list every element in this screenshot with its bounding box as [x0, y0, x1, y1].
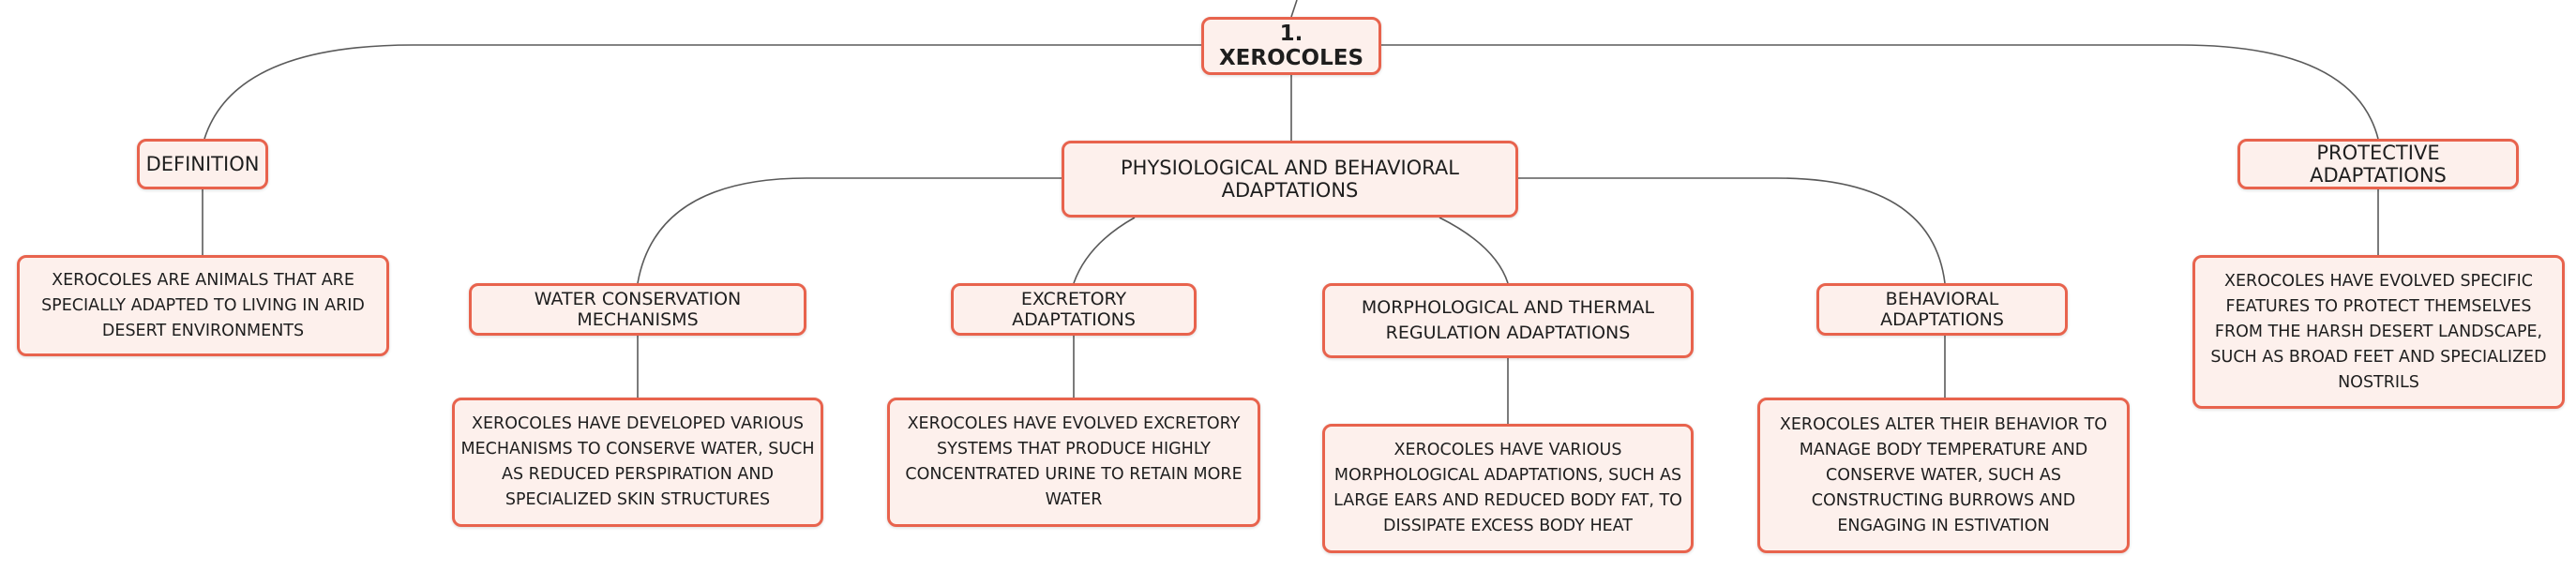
protective-node-label: PROTECTIVE ADAPTATIONS [2310, 142, 2447, 187]
morphological-label: MORPHOLOGICAL AND THERMAL REGULATION ADAPTATIONS [1361, 297, 1655, 343]
definition-detail-node[interactable] [17, 255, 389, 356]
connector-phys-to-behavioral [1517, 178, 1945, 283]
water-conservation-detail-text: XEROCOLES HAVE DEVELOPED VARIOUS MECHANISMS TO CONSERVE WATER, SUCH AS REDUCED PERSPIRATION AND SPECIALIZED SKIN STRUCTURES [460, 414, 815, 509]
behavioral-detail-text: XEROCOLES ALTER THEIR BEHAVIOR TO MANAGE BODY TEMPERATURE AND CONSERVE WATER, SUCH AS CONSTRUCTING BURROWS AND ENGAGING IN ESTIVATION [1779, 414, 2108, 535]
definition-node[interactable] [137, 139, 268, 189]
water-conservation-label: WATER CONSERVATION MECHANISMS [534, 289, 742, 330]
physiological-node-label: PHYSIOLOGICAL AND BEHAVIORAL ADAPTATIONS [1121, 157, 1459, 202]
behavioral-node[interactable] [1816, 283, 2068, 336]
behavioral-label: BEHAVIORAL ADAPTATIONS [1880, 289, 2004, 330]
protective-node[interactable] [2237, 139, 2519, 189]
connector-phys-to-excretory [1074, 218, 1135, 283]
connector-phys-to-water [638, 178, 1062, 283]
morphological-detail-node[interactable] [1322, 424, 1694, 553]
water-conservation-node[interactable] [469, 283, 806, 336]
protective-detail-text: XEROCOLES HAVE EVOLVED SPECIFIC FEATURES TO PROTECT THEMSELVES FROM THE HARSH DESERT LANDSCAPE, SUCH AS BROAD FEET AND SPECIALIZED NOSTRILS [2210, 271, 2547, 392]
behavioral-detail-node[interactable] [1757, 398, 2130, 553]
excretory-detail-node[interactable] [887, 398, 1260, 527]
excretory-label: EXCRETORY ADAPTATIONS [1012, 289, 1136, 330]
connector-phys-to-morphological [1439, 218, 1508, 283]
definition-detail-text: XEROCOLES ARE ANIMALS THAT ARE SPECIALLY ADAPTED TO LIVING IN ARID DESERT ENVIRONMENTS [41, 270, 365, 340]
excretory-node[interactable] [951, 283, 1197, 336]
root-node[interactable] [1201, 17, 1381, 75]
connector-parent-to-root [1291, 0, 1297, 17]
protective-detail-node[interactable] [2192, 255, 2565, 409]
connector-root-to-definition [204, 45, 1203, 139]
definition-node-label: DEFINITION [145, 153, 260, 175]
water-conservation-detail-node[interactable] [452, 398, 823, 527]
excretory-detail-text: XEROCOLES HAVE EVOLVED EXCRETORY SYSTEMS THAT PRODUCE HIGHLY CONCENTRATED URINE TO RETAIN MORE WATER [905, 414, 1243, 509]
morphological-detail-text: XEROCOLES HAVE VARIOUS MORPHOLOGICAL ADAPTATIONS, SUCH AS LARGE EARS AND REDUCED BODY FAT, TO DISSIPATE EXCESS BODY HEAT [1333, 441, 1682, 535]
physiological-node[interactable] [1062, 141, 1518, 218]
root-node-label: 1. XEROCOLES [1218, 22, 1364, 70]
morphological-node[interactable] [1322, 283, 1694, 358]
connector-root-to-protective [1378, 45, 2378, 139]
